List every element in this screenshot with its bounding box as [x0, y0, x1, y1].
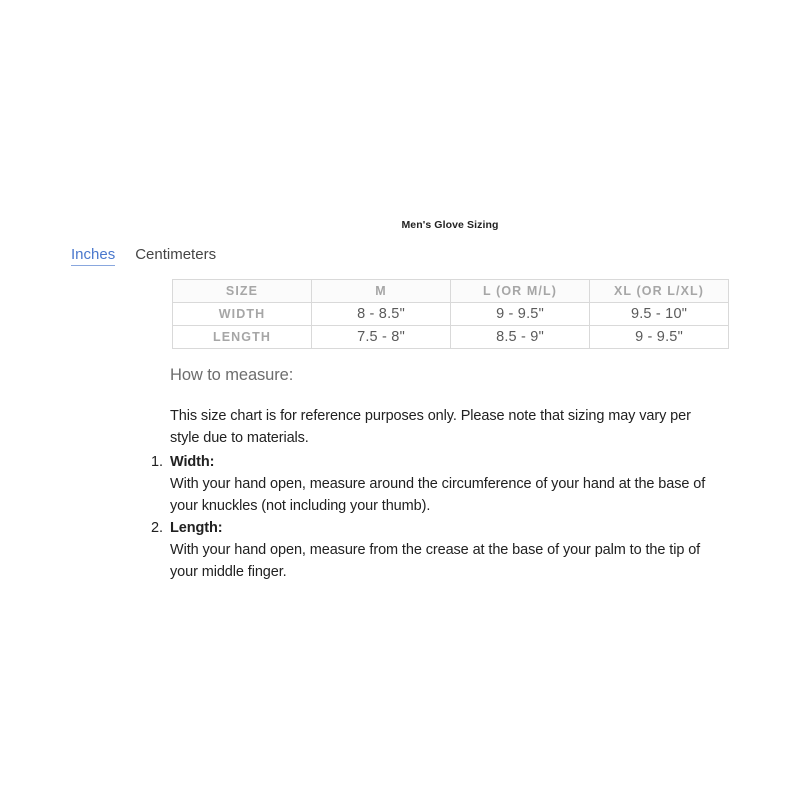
step-number: 1. — [151, 454, 163, 470]
measure-steps-list — [151, 451, 750, 583]
step-line: your middle finger. — [170, 564, 287, 580]
column-header-l: L (OR M/L) — [451, 280, 590, 303]
step-line: With your hand open, measure around the circumference of your hand at the base of — [170, 476, 706, 492]
page-title: Men's Glove Sizing — [401, 219, 499, 231]
length-xl-value: 9 - 9.5" — [590, 326, 729, 349]
step-length — [151, 517, 750, 583]
step-width — [151, 451, 750, 517]
table-row-length — [173, 326, 729, 349]
length-l-value: 8.5 - 9" — [451, 326, 590, 349]
sizing-table — [172, 279, 729, 349]
intro-paragraph — [170, 405, 750, 449]
tab-centimeters[interactable]: Centimeters — [135, 246, 217, 263]
step-line: your knuckles (not including your thumb). — [170, 498, 431, 514]
table-row-width — [173, 303, 729, 326]
column-header-m: M — [312, 280, 451, 303]
intro-line: style due to materials. — [170, 430, 309, 446]
table-header-row — [173, 280, 729, 303]
row-label-length: LENGTH — [173, 326, 312, 349]
step-title-length: Length: — [170, 520, 223, 536]
step-number: 2. — [151, 520, 163, 536]
how-to-measure-heading: How to measure: — [170, 366, 294, 384]
column-header-size: SIZE — [173, 280, 312, 303]
row-label-width: WIDTH — [173, 303, 312, 326]
length-m-value: 7.5 - 8" — [312, 326, 451, 349]
width-l-value: 9 - 9.5" — [451, 303, 590, 326]
intro-line: This size chart is for reference purposes only. Please note that sizing may vary per — [170, 408, 691, 424]
tab-inches[interactable]: Inches — [71, 246, 115, 266]
unit-tabs — [71, 246, 216, 266]
width-xl-value: 9.5 - 10" — [590, 303, 729, 326]
width-m-value: 8 - 8.5" — [312, 303, 451, 326]
column-header-xl: XL (OR L/XL) — [590, 280, 729, 303]
step-title-width: Width: — [170, 454, 215, 470]
step-line: With your hand open, measure from the crease at the base of your palm to the tip of — [170, 542, 701, 558]
